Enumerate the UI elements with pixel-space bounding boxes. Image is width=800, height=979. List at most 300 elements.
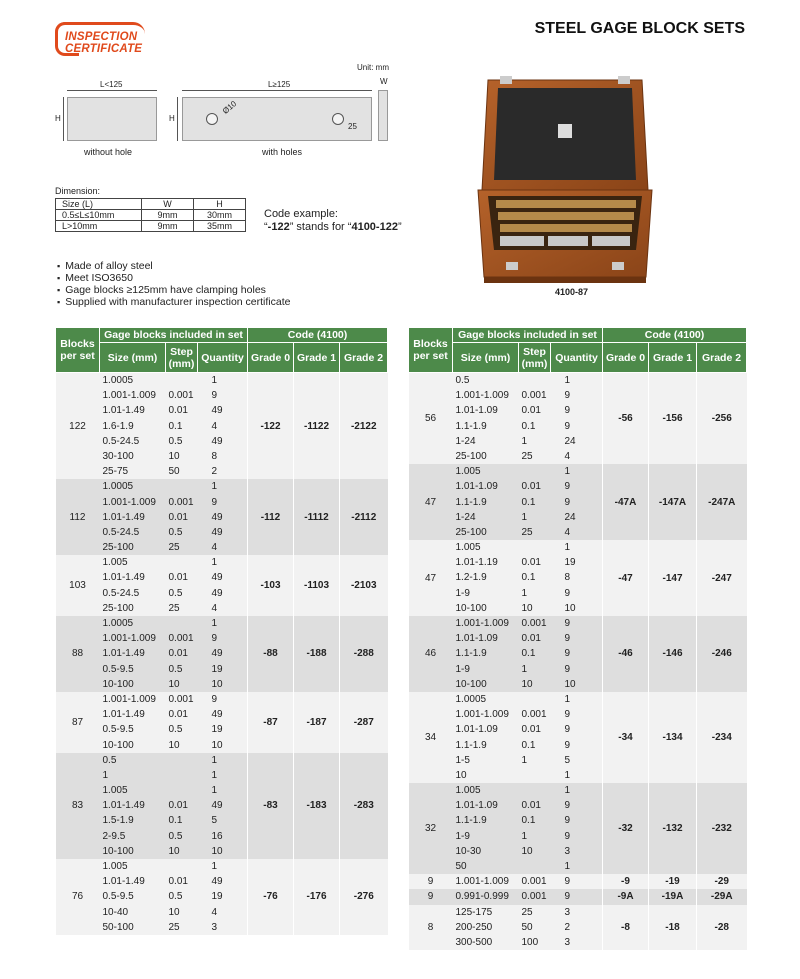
quantity-list bbox=[198, 859, 248, 935]
code-grade-1: -176 bbox=[294, 859, 340, 935]
code-example-text bbox=[264, 221, 402, 234]
blocks-per-set: 9 bbox=[409, 874, 453, 889]
size-value: 1.6-1.9 bbox=[102, 420, 134, 432]
code-grade-0: -87 bbox=[248, 692, 294, 753]
quantity-value: 49 bbox=[211, 405, 223, 417]
size-value: 1.0005 bbox=[102, 618, 134, 629]
step-value: 1 bbox=[521, 830, 528, 842]
quantity-value: 1 bbox=[564, 769, 571, 781]
dim-header-h: H bbox=[194, 199, 246, 210]
dim-cell: 9mm bbox=[142, 210, 194, 221]
size-value: 1.01-1.09 bbox=[455, 800, 498, 812]
header-grade-2: Grade 2 bbox=[697, 343, 747, 373]
quantity-value: 9 bbox=[564, 587, 571, 599]
header-code: Code (4100) bbox=[248, 328, 388, 343]
quantity-value: 3 bbox=[564, 936, 571, 948]
size-list bbox=[100, 555, 166, 616]
quantity-value: 1 bbox=[564, 542, 571, 554]
step-value: 1 bbox=[521, 663, 528, 675]
quantity-list bbox=[198, 479, 248, 555]
code-grade-0: -9 bbox=[603, 874, 649, 889]
code-grade-0: -47 bbox=[603, 540, 649, 616]
code-grade-2: -2122 bbox=[340, 373, 388, 480]
step-list bbox=[519, 905, 551, 951]
quantity-value: 1 bbox=[564, 785, 571, 797]
size-value: 1.001-1.009 bbox=[455, 876, 509, 888]
size-list bbox=[453, 874, 519, 889]
step-value: 10 bbox=[521, 845, 533, 857]
gage-block-table-left bbox=[55, 327, 388, 935]
size-value: 1.005 bbox=[102, 785, 128, 797]
quantity-value: 1 bbox=[564, 375, 571, 386]
quantity-value: 9 bbox=[211, 390, 218, 402]
dimension-table bbox=[55, 198, 246, 232]
size-value: 125-175 bbox=[455, 906, 493, 918]
size-list bbox=[453, 889, 519, 904]
size-value: 25-100 bbox=[102, 602, 134, 614]
code-grade-2: -283 bbox=[340, 753, 388, 859]
size-value: 10-30 bbox=[455, 845, 482, 857]
logo-line2: CERTIFICATE bbox=[65, 43, 143, 55]
quantity-value: 4 bbox=[564, 450, 571, 462]
hole-offset-label: 25 bbox=[348, 122, 357, 131]
code-grade-1: -19 bbox=[649, 874, 697, 889]
size-value: 50-100 bbox=[102, 921, 134, 933]
step-value: 0.5 bbox=[168, 526, 183, 538]
size-value: 10-100 bbox=[455, 602, 487, 614]
size-list bbox=[453, 464, 519, 540]
size-list bbox=[453, 692, 519, 783]
quantity-value: 3 bbox=[564, 906, 571, 918]
step-list bbox=[519, 874, 551, 889]
quantity-value: 19 bbox=[211, 724, 223, 736]
quantity-value: 9 bbox=[564, 481, 571, 493]
size-value: 1.001-1.009 bbox=[455, 618, 509, 629]
size-value: 1.01-1.49 bbox=[102, 876, 145, 888]
blocks-per-set: 47 bbox=[409, 464, 453, 540]
step-value: 100 bbox=[521, 936, 539, 948]
size-value: 1-24 bbox=[455, 435, 476, 447]
size-value: 1.005 bbox=[455, 785, 481, 797]
quantity-value: 5 bbox=[211, 815, 218, 827]
blocks-per-set: 46 bbox=[409, 616, 453, 692]
code-example bbox=[264, 208, 402, 234]
header-grade-1: Grade 1 bbox=[294, 343, 340, 373]
quantity-value: 9 bbox=[564, 405, 571, 417]
blocks-per-set: 8 bbox=[409, 905, 453, 951]
code-grade-1: -147 bbox=[649, 540, 697, 616]
size-value: 10-40 bbox=[102, 906, 129, 918]
dim-cell: 0.5≤L≤10mm bbox=[56, 210, 142, 221]
size-value: 1-24 bbox=[455, 511, 476, 523]
step-value: 25 bbox=[168, 602, 180, 614]
quantity-value: 9 bbox=[564, 891, 571, 903]
quantity-value: 9 bbox=[564, 633, 571, 645]
step-value bbox=[522, 540, 548, 555]
width-label: W bbox=[380, 77, 388, 86]
step-list bbox=[166, 616, 198, 692]
quantity-value: 9 bbox=[564, 709, 571, 721]
code-grade-0: -103 bbox=[248, 555, 294, 616]
quantity-value: 9 bbox=[564, 876, 571, 888]
size-value: 1.1-1.9 bbox=[455, 496, 487, 508]
code-grade-2: -2103 bbox=[340, 555, 388, 616]
table-row bbox=[409, 540, 747, 616]
size-value: 0.5-24.5 bbox=[102, 435, 140, 447]
step-value: 0.001 bbox=[168, 633, 194, 645]
dimension-line bbox=[182, 90, 372, 91]
step-value: 0.5 bbox=[168, 663, 183, 675]
dim-cell: 9mm bbox=[142, 221, 194, 232]
size-value: 1.01-1.49 bbox=[102, 405, 145, 417]
quantity-value: 24 bbox=[564, 511, 576, 523]
step-value: 0.01 bbox=[168, 648, 188, 660]
blocks-per-set: 112 bbox=[56, 479, 100, 555]
table-row bbox=[56, 753, 388, 859]
size-value: 1.001-1.009 bbox=[102, 496, 156, 508]
size-value: 25-75 bbox=[102, 466, 129, 478]
size-list bbox=[453, 540, 519, 616]
step-value: 0.1 bbox=[521, 648, 536, 660]
header-grade-2: Grade 2 bbox=[340, 343, 388, 373]
step-value: 1 bbox=[521, 511, 528, 523]
quantity-value: 10 bbox=[211, 845, 223, 857]
size-value: 1.0005 bbox=[102, 481, 134, 493]
quantity-value: 49 bbox=[211, 435, 223, 447]
step-value: 50 bbox=[521, 921, 533, 933]
quantity-list bbox=[551, 540, 603, 616]
code-grade-0: -47A bbox=[603, 464, 649, 540]
quantity-value: 16 bbox=[211, 830, 223, 842]
quantity-value: 4 bbox=[564, 526, 571, 538]
size-value: 1.01-1.09 bbox=[455, 481, 498, 493]
size-value: 1-9 bbox=[455, 587, 470, 599]
logo-line1: INSPECTION bbox=[65, 31, 138, 43]
step-value: 0.1 bbox=[521, 739, 536, 751]
size-value: 1.01-1.09 bbox=[455, 633, 498, 645]
step-value bbox=[169, 753, 195, 768]
code-grade-0: -8 bbox=[603, 905, 649, 951]
step-value: 0.01 bbox=[521, 405, 541, 417]
step-list bbox=[166, 692, 198, 753]
step-value: 0.1 bbox=[168, 815, 183, 827]
size-value: 0.5 bbox=[102, 754, 117, 766]
quantity-value: 1 bbox=[564, 466, 571, 478]
step-value: 1 bbox=[521, 754, 528, 766]
step-value: 0.001 bbox=[521, 390, 547, 402]
code-grade-0: -34 bbox=[603, 692, 649, 783]
code-grade-2: -247A bbox=[697, 464, 747, 540]
step-list bbox=[519, 540, 551, 616]
quantity-value: 9 bbox=[211, 496, 218, 508]
quantity-list bbox=[551, 889, 603, 904]
size-list bbox=[100, 616, 166, 692]
header-quantity: Quantity bbox=[551, 343, 603, 373]
inspection-certificate-logo bbox=[55, 22, 165, 58]
step-value bbox=[169, 783, 195, 798]
quote: ” bbox=[397, 221, 402, 233]
step-value: 0.5 bbox=[168, 891, 183, 903]
quantity-value: 9 bbox=[564, 648, 571, 660]
header-code: Code (4100) bbox=[603, 328, 747, 343]
quantity-value: 8 bbox=[211, 450, 218, 462]
step-value: 10 bbox=[521, 602, 533, 614]
size-value: 1.001-1.009 bbox=[102, 693, 156, 705]
dimension-title: Dimension: bbox=[55, 186, 101, 196]
step-value: 25 bbox=[168, 542, 180, 554]
code-grade-2: -232 bbox=[697, 783, 747, 874]
code-example-title: Code example: bbox=[264, 208, 338, 220]
code-grade-0: -76 bbox=[248, 859, 294, 935]
clamping-hole bbox=[206, 113, 218, 125]
code-grade-0: -88 bbox=[248, 616, 294, 692]
header-grade-1: Grade 1 bbox=[649, 343, 697, 373]
quantity-value: 3 bbox=[564, 845, 571, 857]
header-size: Size (mm) bbox=[453, 343, 519, 373]
size-value: 1.001-1.009 bbox=[102, 390, 156, 402]
feature-item: ▪ Meet ISO3650 bbox=[57, 272, 291, 284]
code-grade-2: -287 bbox=[340, 692, 388, 753]
size-value: 10-100 bbox=[455, 678, 487, 690]
step-value: 25 bbox=[521, 450, 533, 462]
size-value: 0.5-24.5 bbox=[102, 587, 140, 599]
step-value: 0.1 bbox=[168, 420, 183, 432]
code-grade-1: -18 bbox=[649, 905, 697, 951]
step-value bbox=[522, 859, 548, 874]
step-value: 10 bbox=[168, 845, 180, 857]
step-value: 0.1 bbox=[521, 572, 536, 584]
quantity-list bbox=[551, 905, 603, 951]
step-value: 0.5 bbox=[168, 724, 183, 736]
quantity-value: 1 bbox=[564, 693, 571, 705]
size-list bbox=[453, 905, 519, 951]
size-value: 0.991-0.999 bbox=[455, 891, 509, 903]
dim-header-size: Size (L) bbox=[56, 199, 142, 210]
quantity-value: 49 bbox=[211, 800, 223, 812]
step-value bbox=[522, 692, 548, 707]
gage-block-table-right bbox=[408, 327, 747, 950]
quantity-value: 4 bbox=[211, 906, 218, 918]
header-gage-blocks: Gage blocks included in set bbox=[453, 328, 603, 343]
step-value: 0.001 bbox=[521, 891, 547, 903]
code-grade-1: -132 bbox=[649, 783, 697, 874]
quantity-value: 1 bbox=[211, 557, 218, 569]
quantity-list bbox=[198, 753, 248, 859]
step-value: 10 bbox=[521, 678, 533, 690]
step-list bbox=[519, 889, 551, 904]
step-value: 10 bbox=[168, 450, 180, 462]
size-value: 200-250 bbox=[455, 921, 493, 933]
quantity-value: 1 bbox=[211, 618, 218, 629]
blocks-per-set: 122 bbox=[56, 373, 100, 480]
table-row bbox=[409, 783, 747, 874]
blocks-per-set: 34 bbox=[409, 692, 453, 783]
step-value bbox=[522, 768, 548, 783]
step-value: 0.01 bbox=[521, 724, 541, 736]
caption-with-holes: with holes bbox=[262, 147, 303, 157]
quantity-value: 24 bbox=[564, 435, 576, 447]
step-value: 0.01 bbox=[168, 405, 188, 417]
blocks-per-set: 47 bbox=[409, 540, 453, 616]
step-value: 0.001 bbox=[521, 876, 547, 888]
blocks-per-set: 83 bbox=[56, 753, 100, 859]
code-grade-2: -288 bbox=[340, 616, 388, 692]
length-label-short: L<125 bbox=[100, 80, 123, 89]
header-gage-blocks: Gage blocks included in set bbox=[100, 328, 248, 343]
quantity-value: 49 bbox=[211, 648, 223, 660]
code-grade-1: -1122 bbox=[294, 373, 340, 480]
quantity-value: 1 bbox=[211, 769, 218, 781]
length-label-long: L≥125 bbox=[268, 80, 291, 89]
size-value: 1.01-1.49 bbox=[102, 648, 145, 660]
quantity-value: 49 bbox=[211, 526, 223, 538]
code-grade-2: -256 bbox=[697, 373, 747, 465]
size-value: 1.01-1.19 bbox=[455, 557, 498, 569]
dim-cell: L>10mm bbox=[56, 221, 142, 232]
step-list bbox=[519, 464, 551, 540]
size-value: 1-9 bbox=[455, 663, 470, 675]
code-grade-1: -19A bbox=[649, 889, 697, 904]
step-value: 0.01 bbox=[168, 572, 188, 584]
quantity-value: 49 bbox=[211, 587, 223, 599]
quantity-value: 9 bbox=[564, 663, 571, 675]
blocks-per-set: 9 bbox=[409, 889, 453, 904]
step-value bbox=[522, 373, 548, 388]
quantity-list bbox=[198, 555, 248, 616]
step-value: 0.001 bbox=[168, 496, 194, 508]
size-value: 25-100 bbox=[455, 526, 487, 538]
quantity-value: 10 bbox=[564, 602, 576, 614]
step-value: 0.01 bbox=[521, 557, 541, 569]
step-value: 10 bbox=[168, 678, 180, 690]
size-value: 1.01-1.49 bbox=[102, 800, 145, 812]
size-value: 300-500 bbox=[455, 936, 493, 948]
quantity-value: 3 bbox=[211, 921, 218, 933]
code-grade-1: -183 bbox=[294, 753, 340, 859]
header-size: Size (mm) bbox=[100, 343, 166, 373]
quantity-list bbox=[551, 692, 603, 783]
code-grade-2: -28 bbox=[697, 905, 747, 951]
step-value: 10 bbox=[168, 739, 180, 751]
code-mid-text: ” stands for “ bbox=[289, 221, 352, 233]
size-value: 25-100 bbox=[455, 450, 487, 462]
block-side-view bbox=[378, 90, 388, 141]
size-value: 0.5-9.5 bbox=[102, 724, 134, 736]
step-value: 0.01 bbox=[521, 633, 541, 645]
height-label: H bbox=[55, 114, 61, 123]
table-row bbox=[409, 874, 747, 889]
quantity-value: 10 bbox=[564, 678, 576, 690]
block-without-hole bbox=[67, 97, 157, 141]
step-value bbox=[169, 373, 195, 388]
step-value: 0.5 bbox=[168, 830, 183, 842]
dimension-line bbox=[63, 97, 64, 141]
quantity-value: 9 bbox=[564, 496, 571, 508]
code-grade-1: -146 bbox=[649, 616, 697, 692]
size-list bbox=[100, 859, 166, 935]
code-grade-1: -147A bbox=[649, 464, 697, 540]
unit-label: Unit: mm bbox=[357, 63, 389, 72]
step-value: 0.5 bbox=[168, 435, 183, 447]
size-value: 2-9.5 bbox=[102, 830, 126, 842]
header-grade-0: Grade 0 bbox=[603, 343, 649, 373]
step-value bbox=[169, 555, 195, 570]
step-value bbox=[169, 616, 195, 631]
table-row bbox=[409, 464, 747, 540]
clamping-hole bbox=[332, 113, 344, 125]
size-value: 1.01-1.09 bbox=[455, 405, 498, 417]
size-value: 25-100 bbox=[102, 542, 134, 554]
step-value: 25 bbox=[168, 921, 180, 933]
size-value: 1.005 bbox=[102, 557, 128, 569]
size-value: 1.001-1.009 bbox=[455, 390, 509, 402]
step-value: 0.01 bbox=[521, 800, 541, 812]
dim-header-w: W bbox=[142, 199, 194, 210]
size-list bbox=[453, 616, 519, 692]
code-grade-0: -122 bbox=[248, 373, 294, 480]
quantity-value: 4 bbox=[211, 542, 218, 554]
step-value bbox=[169, 859, 195, 874]
blocks-per-set: 88 bbox=[56, 616, 100, 692]
quantity-value: 4 bbox=[211, 602, 218, 614]
size-value: 50 bbox=[455, 861, 467, 872]
table-row bbox=[56, 616, 388, 692]
table-row bbox=[56, 479, 388, 555]
step-list bbox=[519, 692, 551, 783]
size-value: 1.005 bbox=[455, 542, 481, 554]
step-value bbox=[522, 464, 548, 479]
step-value: 0.1 bbox=[521, 815, 536, 827]
quantity-value: 5 bbox=[564, 754, 571, 766]
table-row bbox=[409, 373, 747, 465]
dimension-line bbox=[177, 97, 178, 141]
size-value: 0.5 bbox=[455, 375, 470, 386]
code-grade-0: -46 bbox=[603, 616, 649, 692]
quantity-value: 19 bbox=[564, 557, 576, 569]
code-grade-0: -9A bbox=[603, 889, 649, 904]
size-value: 1.01-1.49 bbox=[102, 572, 145, 584]
table-row bbox=[409, 616, 747, 692]
photo-caption: 4100-87 bbox=[555, 287, 589, 297]
table-row bbox=[409, 889, 747, 904]
code-grade-2: -2112 bbox=[340, 479, 388, 555]
quote: “ bbox=[264, 221, 268, 233]
header-step: Step (mm) bbox=[166, 343, 198, 373]
quantity-value: 2 bbox=[564, 921, 571, 933]
quantity-value: 9 bbox=[564, 815, 571, 827]
step-list bbox=[166, 555, 198, 616]
quantity-list bbox=[198, 373, 248, 480]
code-grade-0: -32 bbox=[603, 783, 649, 874]
step-value: 0.01 bbox=[168, 709, 188, 721]
code-grade-1: -188 bbox=[294, 616, 340, 692]
blocks-per-set: 76 bbox=[56, 859, 100, 935]
size-value: 1.0005 bbox=[455, 693, 487, 705]
code-grade-1: -1112 bbox=[294, 479, 340, 555]
quantity-value: 9 bbox=[564, 724, 571, 736]
step-value bbox=[169, 768, 195, 783]
feature-item: ▪ Made of alloy steel bbox=[57, 260, 291, 272]
quantity-value: 9 bbox=[564, 420, 571, 432]
code-grade-2: -276 bbox=[340, 859, 388, 935]
quantity-value: 19 bbox=[211, 891, 223, 903]
size-value: 0.5-9.5 bbox=[102, 891, 134, 903]
product-photo-gage-block-case bbox=[470, 72, 660, 287]
size-value: 1.001-1.009 bbox=[455, 709, 509, 721]
quantity-value: 1 bbox=[211, 375, 218, 386]
quantity-value: 10 bbox=[211, 678, 223, 690]
header-grade-0: Grade 0 bbox=[248, 343, 294, 373]
